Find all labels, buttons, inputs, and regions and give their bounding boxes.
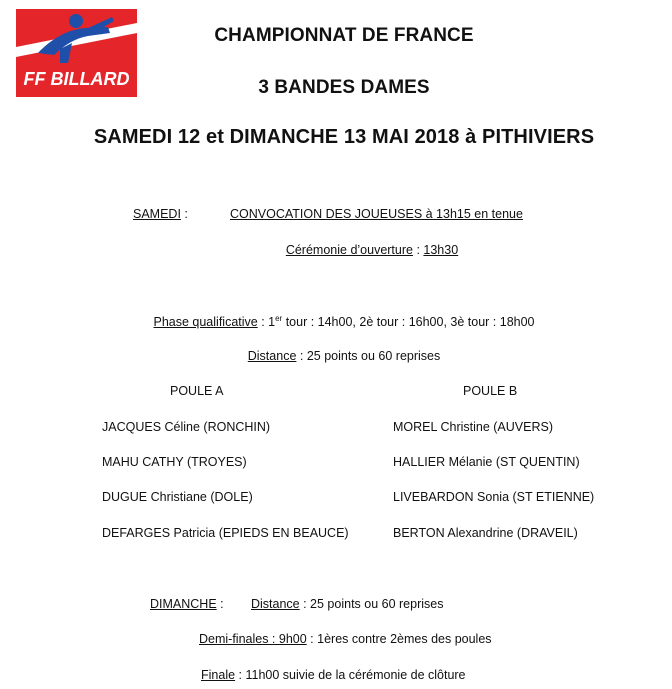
- logo-text: FF BILLARD: [23, 69, 130, 89]
- samedi-label: SAMEDI: [133, 207, 181, 221]
- poule-a-player: DEFARGES Patricia (EPIEDS EN BEAUCE): [102, 526, 349, 540]
- phase-distance-label: Distance: [247, 349, 297, 363]
- samedi-sep: :: [180, 207, 188, 221]
- dimanche-sep: :: [216, 597, 224, 611]
- dimanche-label: DIMANCHE: [150, 597, 217, 611]
- convocation-text: [230, 207, 523, 221]
- phase-distance-line: [248, 349, 440, 363]
- title-championship: CHAMPIONNAT DE FRANCE: [214, 25, 474, 46]
- poule-b-player: BERTON Alexandrine (DRAVEIL): [393, 526, 578, 540]
- poule-b-player: MOREL Christine (AUVERS): [393, 420, 553, 434]
- ceremonie-sep: :: [412, 243, 424, 257]
- dimanche-line: [150, 597, 224, 611]
- dimanche-distance-line: [251, 597, 443, 611]
- ff-billard-logo: [16, 9, 137, 97]
- ceremonie-label: Cérémonie d’ouverture: [285, 243, 413, 257]
- phase-prefix: : 1: [257, 315, 276, 330]
- title-category: 3 BANDES DAMES: [258, 77, 430, 98]
- poule-a-player: MAHU CATHY (TROYES): [102, 455, 247, 469]
- phase-label: Phase qualificative: [153, 315, 258, 330]
- poule-b-player: LIVEBARDON Sonia (ST ETIENNE): [393, 490, 595, 504]
- finale-label: Finale: [201, 668, 236, 682]
- phase-sup: er: [275, 314, 283, 323]
- poule-a-title: POULE A: [170, 384, 224, 398]
- title-dates-location: SAMEDI 12 et DIMANCHE 13 MAI 2018 à PITHIVIERS: [93, 126, 595, 148]
- ceremonie-line: [286, 243, 458, 257]
- finale-line: [201, 668, 466, 682]
- phase-line: [153, 314, 534, 329]
- finale-text: : 11h00 suivie de la cérémonie de clôture: [235, 668, 466, 682]
- demi-finales-text: : 1ères contre 2èmes des poules: [306, 632, 492, 646]
- demi-finales-line: [199, 632, 492, 646]
- samedi-line: [133, 207, 188, 221]
- phase-text: tour : 14h00, 2è tour : 16h00, 3è tour : 18h00: [282, 315, 535, 330]
- phase-distance-text: : 25 points ou 60 reprises: [296, 349, 441, 363]
- poule-a-player: JACQUES Céline (RONCHIN): [102, 420, 271, 434]
- poule-a-player: DUGUE Christiane (DOLE): [102, 490, 253, 504]
- poule-b-title: POULE B: [463, 384, 518, 398]
- demi-finales-label: Demi-finales : 9h00: [199, 632, 307, 646]
- dimanche-distance-text: : 25 points ou 60 reprises: [299, 597, 444, 611]
- convocation: CONVOCATION DES JOUEUSES à 13h15 en tenue: [230, 207, 523, 221]
- ceremonie-time: 13h30: [423, 243, 459, 257]
- poule-b-player: HALLIER Mélanie (ST QUENTIN): [393, 455, 580, 469]
- dimanche-distance-label: Distance: [251, 597, 300, 611]
